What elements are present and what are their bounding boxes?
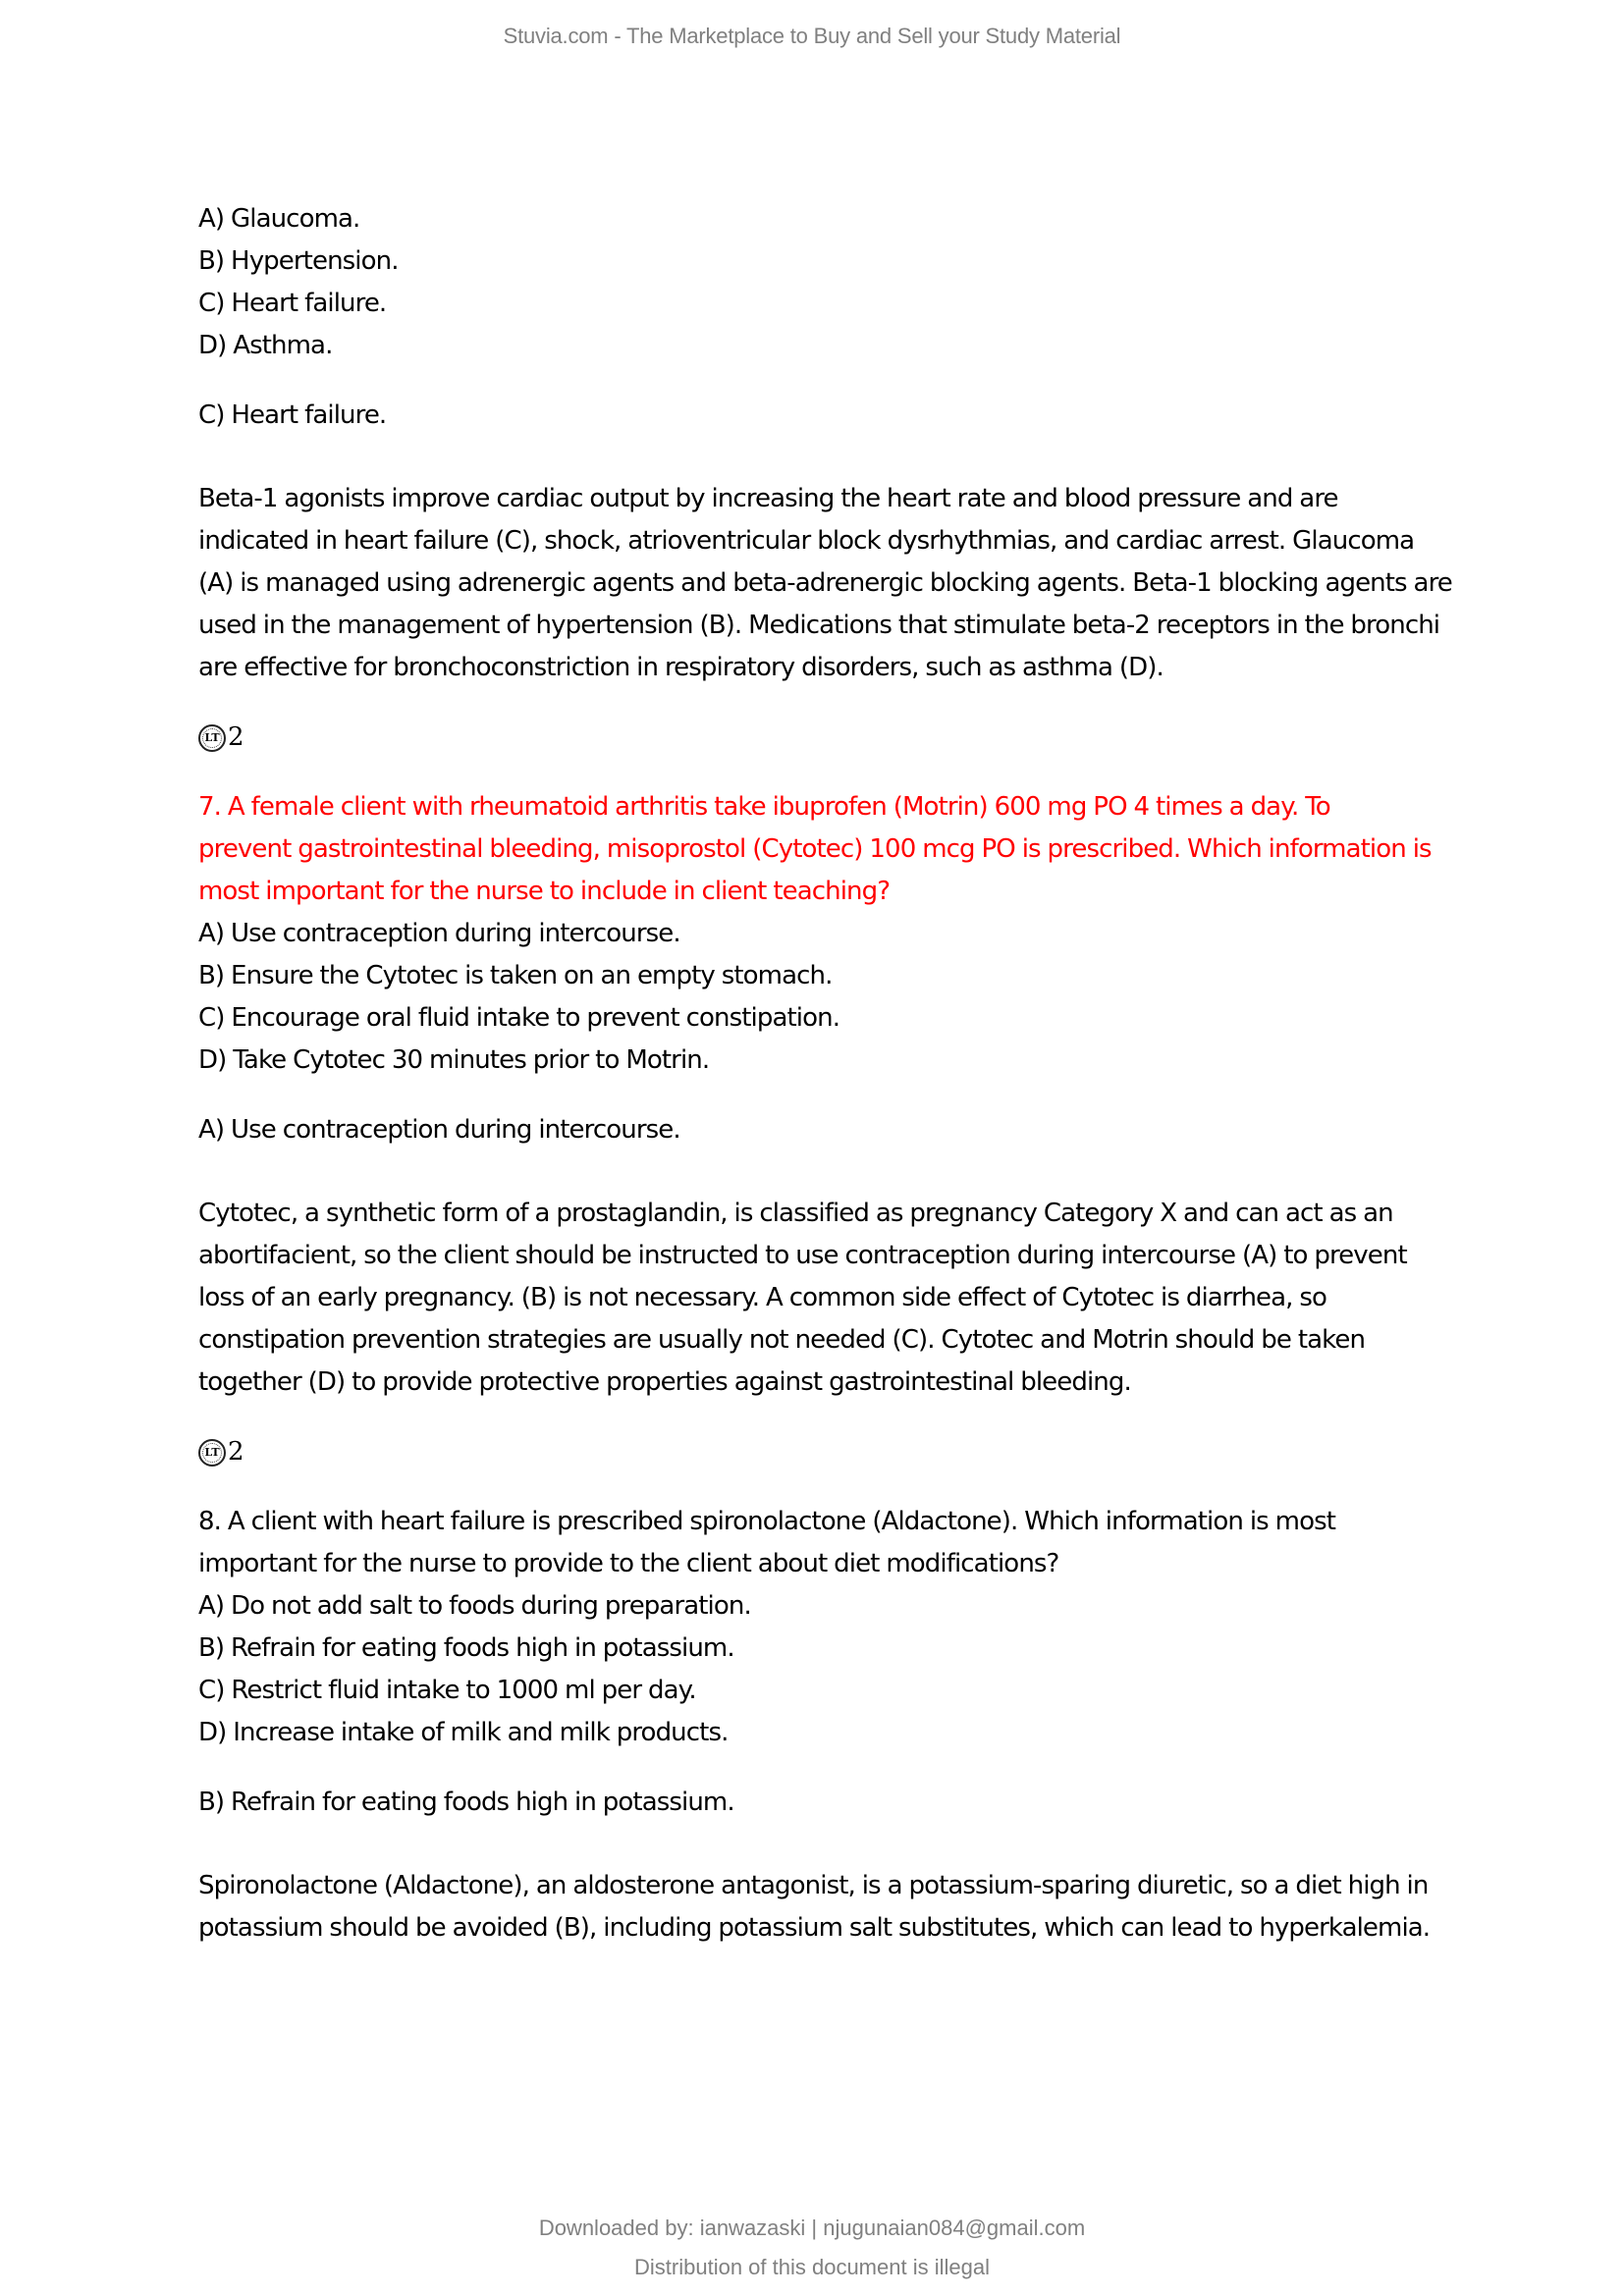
question-line: important for the nurse to provide to the client about diet modifications? bbox=[198, 1549, 1059, 1578]
rationale-line: Beta-1 agonists improve cardiac output by increasing the heart rate and blood pressure and are bbox=[198, 484, 1338, 513]
question-8-options bbox=[198, 1585, 1494, 1754]
distribution-notice: Distribution of this document is illegal bbox=[634, 2255, 990, 2279]
option-b: B) Refrain for eating foods high in potassium. bbox=[198, 1633, 734, 1663]
option-b: B) Hypertension. bbox=[198, 246, 399, 276]
option-c: C) Encourage oral fluid intake to prevent constipation. bbox=[198, 1003, 840, 1033]
stuvia-watermark-header: Stuvia.com - The Marketplace to Buy and Sell your Study Material bbox=[503, 24, 1121, 48]
question-8-stem bbox=[198, 1501, 1494, 1585]
option-d: D) Asthma. bbox=[198, 331, 333, 360]
question-line: prevent gastrointestinal bleeding, misoprostol (Cytotec) 100 mcg PO is prescribed. Which information is bbox=[198, 834, 1432, 864]
seal-icon: LT bbox=[198, 1439, 226, 1467]
option-b: B) Ensure the Cytotec is taken on an empty stomach. bbox=[198, 961, 833, 990]
option-c: C) Restrict fluid intake to 1000 ml per day. bbox=[198, 1676, 696, 1705]
rationale-line: indicated in heart failure (C), shock, atrioventricular block dysrhythmias, and cardiac arrest. Glaucoma bbox=[198, 526, 1415, 556]
question-7-options bbox=[198, 913, 1494, 1082]
difficulty-marker bbox=[198, 717, 1494, 759]
difficulty-marker bbox=[198, 1431, 1494, 1473]
seal-icon: LT bbox=[198, 724, 226, 752]
prev-rationale bbox=[198, 478, 1494, 689]
rationale-line: are effective for bronchoconstriction in respiratory disorders, such as asthma (D). bbox=[198, 653, 1164, 682]
difficulty-value: 2 bbox=[228, 1437, 244, 1467]
rationale-line: used in the management of hypertension (B). Medications that stimulate beta-2 receptors in the bronchi bbox=[198, 611, 1440, 640]
rationale-line: potassium should be avoided (B), including potassium salt substitutes, which can lead to hyperkalemia. bbox=[198, 1913, 1431, 1943]
option-d: D) Take Cytotec 30 minutes prior to Motrin. bbox=[198, 1045, 710, 1075]
question-7-rationale bbox=[198, 1193, 1494, 1404]
option-d: D) Increase intake of milk and milk products. bbox=[198, 1718, 729, 1747]
rationale-line: loss of an early pregnancy. (B) is not necessary. A common side effect of Cytotec is diarrhea, so bbox=[198, 1283, 1327, 1312]
question-7-stem bbox=[198, 786, 1494, 913]
rationale-line: together (D) to provide protective properties against gastrointestinal bleeding. bbox=[198, 1367, 1131, 1397]
option-c: C) Heart failure. bbox=[198, 289, 387, 318]
question-line: 8. A client with heart failure is prescribed spironolactone (Aldactone). Which information is most bbox=[198, 1507, 1336, 1536]
rationale-line: Spironolactone (Aldactone), an aldosterone antagonist, is a potassium-sparing diuretic, so a diet high in bbox=[198, 1871, 1429, 1900]
option-a: A) Do not add salt to foods during preparation. bbox=[198, 1591, 751, 1621]
rationale-line: (A) is managed using adrenergic agents and beta-adrenergic blocking agents. Beta-1 blocking agents are bbox=[198, 568, 1452, 598]
prev-question-options bbox=[198, 198, 1494, 367]
question-line: 7. A female client with rheumatoid arthritis take ibuprofen (Motrin) 600 mg PO 4 times a day. To bbox=[198, 792, 1330, 822]
option-a: A) Use contraception during intercourse. bbox=[198, 919, 680, 948]
option-a: A) Glaucoma. bbox=[198, 204, 360, 234]
rationale-line: constipation prevention strategies are usually not needed (C). Cytotec and Motrin should be taken bbox=[198, 1325, 1366, 1355]
download-attribution: Downloaded by: ianwazaski | njugunaian084@gmail.com bbox=[538, 2216, 1086, 2240]
question-8-answer: B) Refrain for eating foods high in potassium. bbox=[198, 1788, 734, 1817]
question-7-answer: A) Use contraception during intercourse. bbox=[198, 1115, 680, 1145]
difficulty-value: 2 bbox=[228, 722, 244, 752]
question-line: most important for the nurse to include in client teaching? bbox=[198, 877, 891, 906]
question-8-rationale bbox=[198, 1865, 1494, 1949]
rationale-line: Cytotec, a synthetic form of a prostaglandin, is classified as pregnancy Category X and can act as an bbox=[198, 1199, 1393, 1228]
document-body bbox=[198, 198, 1494, 1949]
rationale-line: abortifacient, so the client should be instructed to use contraception during intercourse (A) to prevent bbox=[198, 1241, 1407, 1270]
prev-answer: C) Heart failure. bbox=[198, 400, 387, 430]
